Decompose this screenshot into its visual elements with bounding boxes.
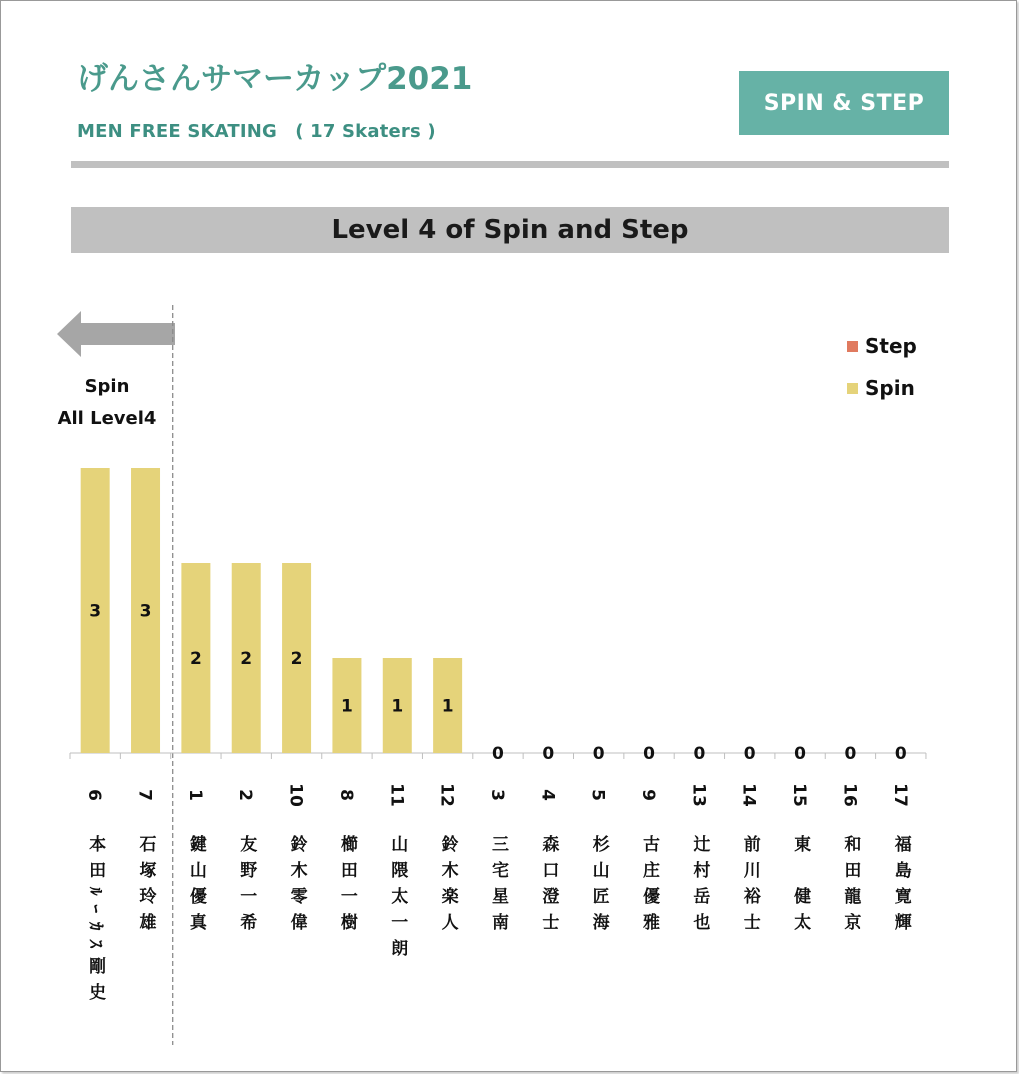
category-number-label: 8 — [335, 789, 356, 801]
category-name-label: 鈴木楽人 — [437, 835, 458, 939]
category-name-label: 三宅星南 — [487, 835, 508, 939]
category-number-label: 10 — [285, 783, 306, 807]
category-number-label: 14 — [738, 783, 759, 807]
data-label: 0 — [743, 744, 756, 764]
data-label: 2 — [290, 649, 303, 669]
category-name-label: 辻村岳也 — [689, 835, 710, 939]
spin-annotation-line2: All Level4 — [57, 408, 157, 429]
data-label: 0 — [693, 744, 706, 764]
category-name-label: 森口澄士 — [538, 835, 559, 939]
data-label: 2 — [240, 649, 253, 669]
data-label: 0 — [844, 744, 857, 764]
page-subtitle: MEN FREE SKATING ( 17 Skaters ) — [77, 121, 436, 142]
data-label: 3 — [139, 601, 152, 622]
page-title: げんさんサマーカップ2021 — [77, 61, 473, 97]
category-name-label: 友野一希 — [236, 835, 257, 939]
data-label: 0 — [643, 744, 655, 764]
category-name-label: 鈴木零偉 — [286, 835, 307, 939]
chart-title: Level 4 of Spin and Step — [71, 207, 949, 253]
category-number-label: 5 — [587, 789, 608, 801]
data-label: 2 — [189, 649, 202, 669]
data-label: 0 — [894, 744, 907, 764]
data-label: 0 — [492, 744, 504, 764]
data-label: 1 — [441, 696, 454, 717]
category-name-label: 杉山匠海 — [588, 835, 609, 939]
category-name-label: 東 健太 — [790, 835, 811, 939]
category-name-label: 和田龍京 — [840, 835, 861, 939]
category-name-label: 櫛田一樹 — [336, 835, 357, 939]
category-number-label: 2 — [235, 789, 256, 801]
category-number-label: 7 — [134, 789, 155, 801]
category-name-label: 古庄優雅 — [639, 835, 660, 939]
category-name-label: 石塚玲雄 — [135, 835, 156, 939]
data-label: 1 — [341, 696, 353, 717]
category-name-label: 山隈太一朗 — [387, 835, 408, 965]
category-number-label: 11 — [386, 783, 407, 807]
legend-label-spin: Spin — [865, 376, 915, 400]
spin-annotation-line1: Spin — [84, 376, 130, 397]
data-label: 0 — [592, 744, 605, 764]
category-name-label: 鍵山優真 — [185, 835, 206, 939]
category-number-label: 4 — [537, 789, 558, 801]
category-number-label: 16 — [839, 783, 860, 807]
data-label: 1 — [391, 696, 404, 717]
category-name-label: 前川裕士 — [739, 835, 760, 939]
category-number-label: 15 — [789, 783, 810, 807]
category-number-label: 17 — [889, 783, 910, 807]
data-label: 0 — [794, 744, 806, 764]
legend-label-step: Step — [865, 334, 917, 358]
category-number-label: 6 — [84, 789, 105, 801]
category-number-label: 1 — [184, 789, 205, 801]
bar-chart — [1, 1, 1016, 1071]
data-label: 0 — [542, 744, 555, 764]
category-number-label: 13 — [688, 783, 709, 807]
category-name-label: 本田ﾙｰｶｽ剛史 — [85, 835, 106, 1009]
category-number-label: 9 — [638, 789, 659, 801]
category-name-label: 福島寛輝 — [890, 835, 911, 939]
section-badge: SPIN & STEP — [739, 71, 949, 135]
category-number-label: 12 — [436, 783, 457, 807]
data-label: 3 — [89, 601, 102, 622]
category-number-label: 3 — [486, 789, 507, 801]
